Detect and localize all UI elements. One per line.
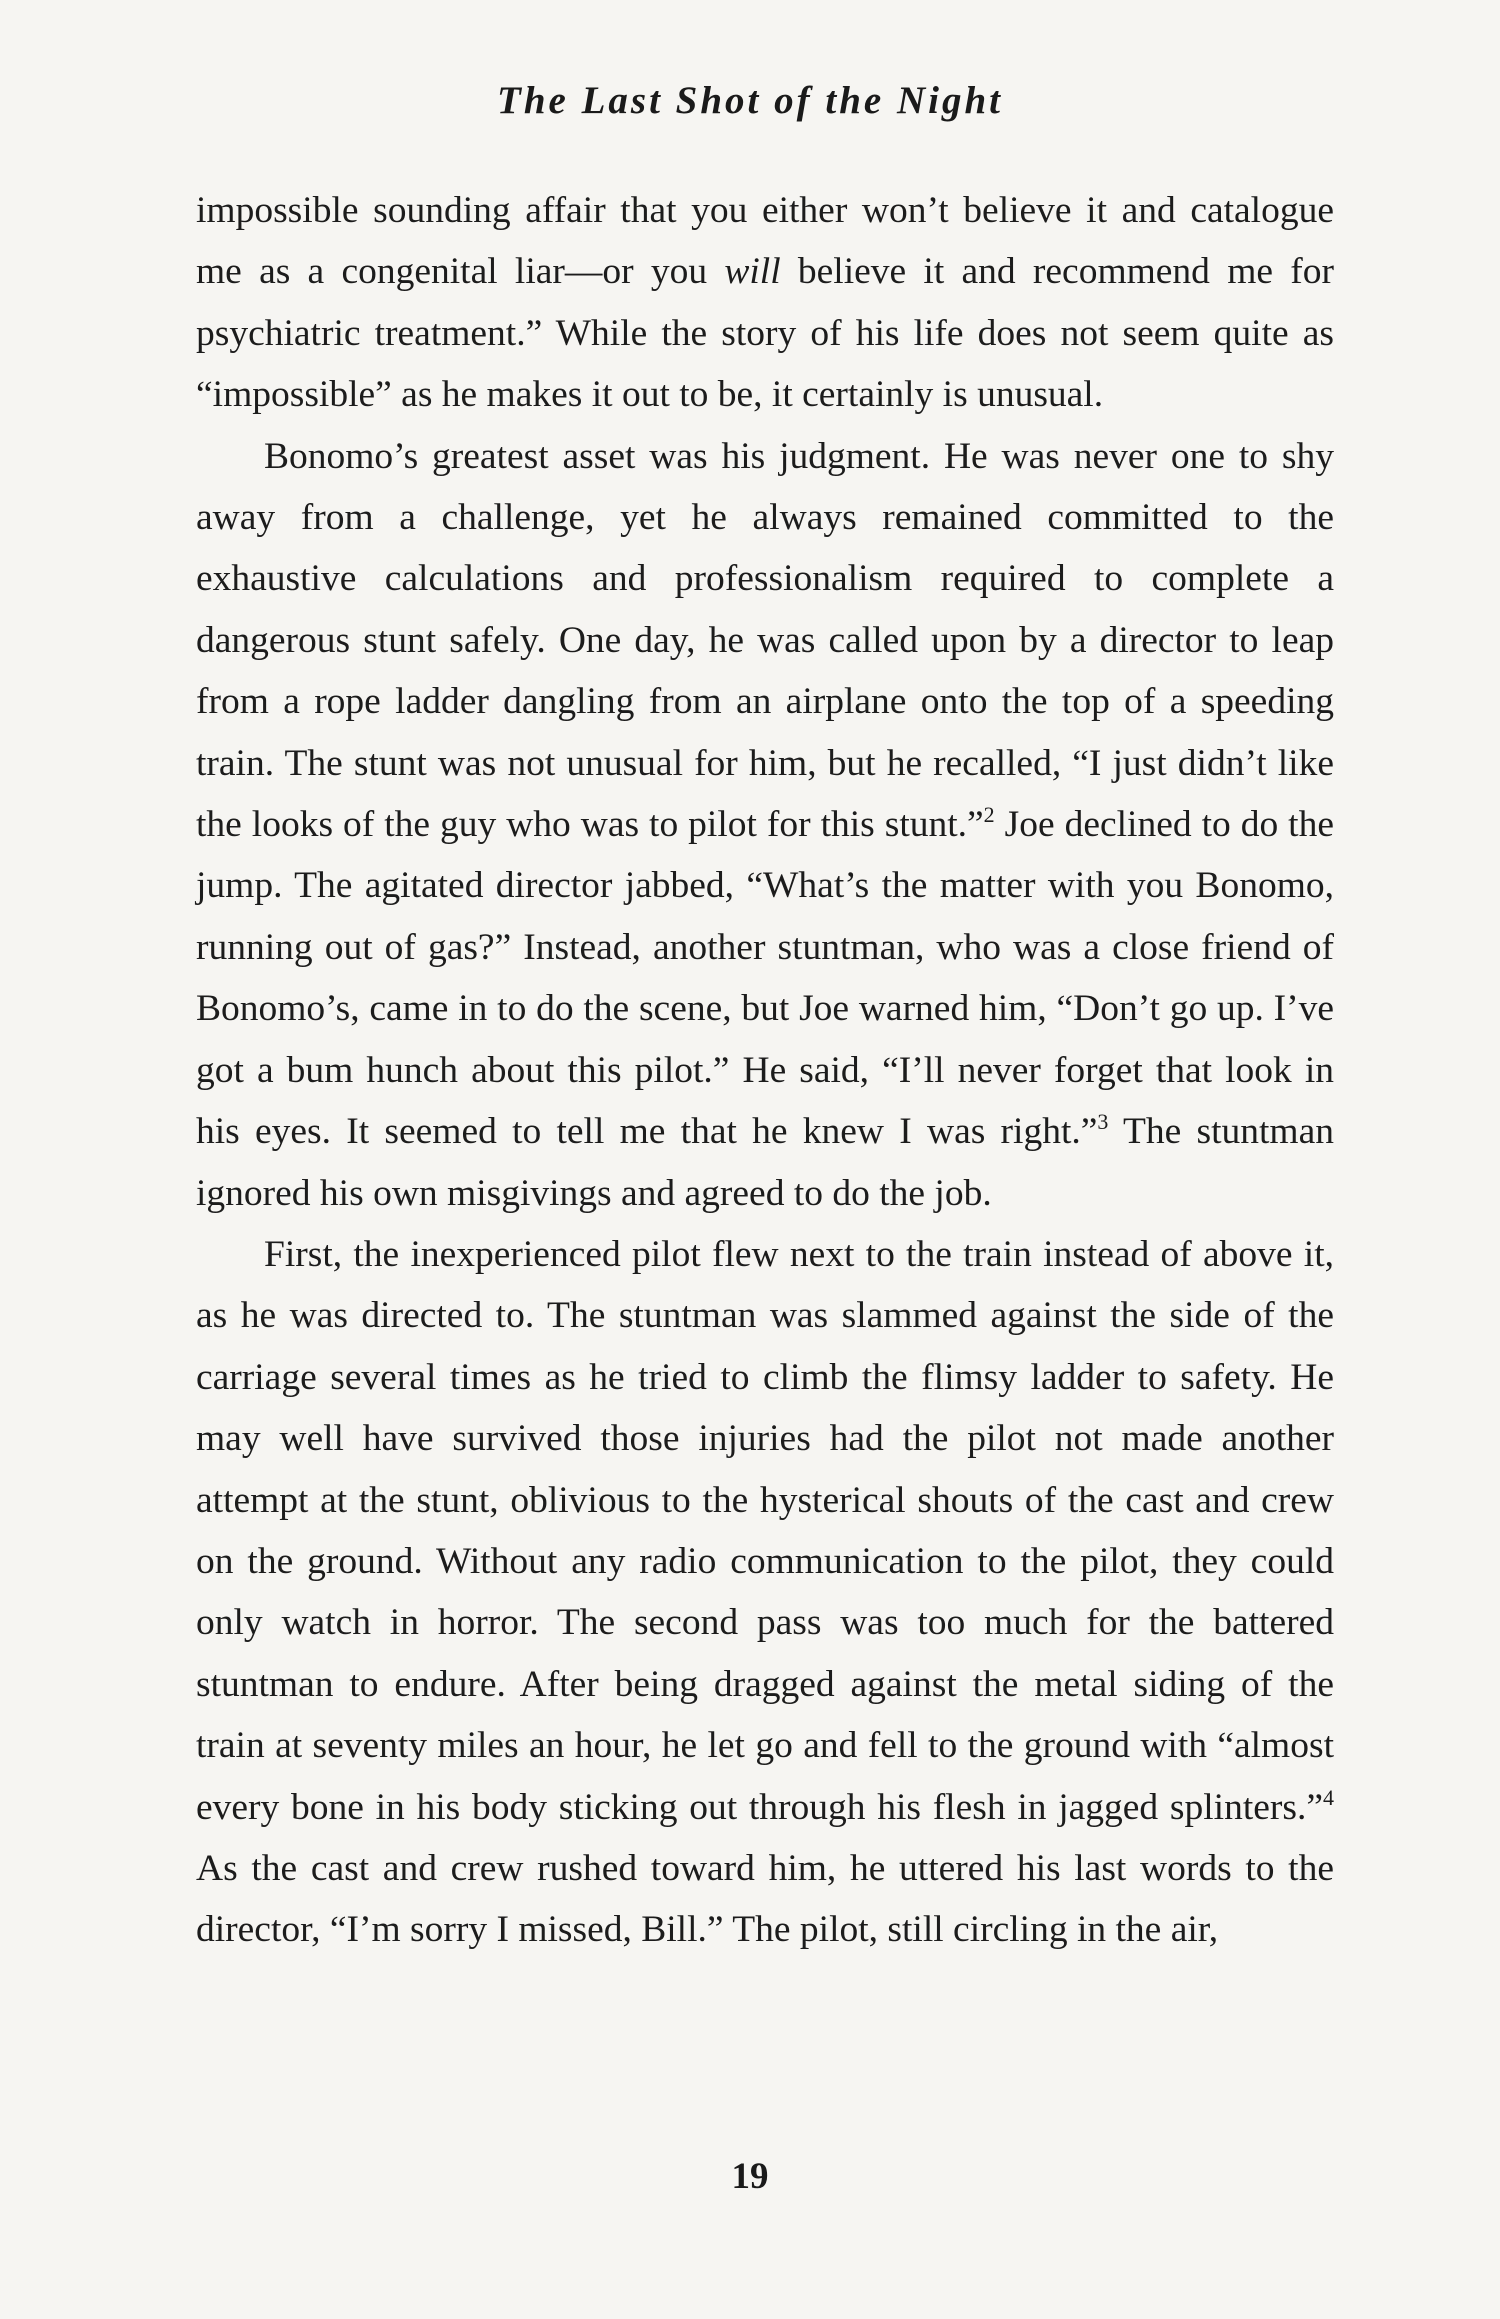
footnote-ref-3: 3 [1097, 1109, 1109, 1135]
paragraph-2-text-c: The stuntman ignored his own misgivings and agreed to do the job. [196, 1111, 1334, 1214]
running-head: The Last Shot of the Night [497, 79, 1003, 122]
footnote-ref-4: 4 [1323, 1784, 1334, 1810]
body-text [196, 180, 1334, 1961]
paragraph-3-text-b: As the cast and crew rushed toward him, he uttered his last words to the director, “I’m sorry I missed, Bill.” The pilot, still circling in the air, [196, 1847, 1334, 1951]
paragraph-3 [196, 1224, 1334, 1961]
emphasis-will: will [724, 251, 781, 293]
paragraph-1-text-b: believe it and recommend me for psychiatric treatment.” While the story of his life does not seem quite as “impossible” as he makes it out to be, it certainly is unusual. [196, 251, 1334, 416]
paragraph-2 [196, 426, 1334, 1224]
footnote-ref-2: 2 [983, 802, 995, 828]
paragraph-2-text-b: Joe declined to do the jump. The agitated director jabbed, “What’s the matter with you Bonomo, running out of gas?” Instead, another stuntman, who was a close friend of Bonomo’s, came in to do the scene, but Joe warned him, “Don’t go up. I’ve got a bum hunch about this pilot.” He said, “I’ll never forget that look in his eyes. It seemed to tell me that he knew I was right.” [196, 804, 1334, 1153]
paragraph-1-text-a: impossible sounding affair that you either won’t believe it and catalogue me as a congenital liar—or you [196, 190, 1334, 293]
paragraph-1 [196, 180, 1334, 426]
paragraph-2-text-a: Bonomo’s greatest asset was his judgment. He was never one to shy away from a challenge, yet he always remained committed to the exhaustive calculations and professionalism required to complete a dangerous stunt safely. One day, he was called upon by a director to leap from a rope ladder dangling from an airplane onto the top of a speeding train. The stunt was not unusual for him, but he recalled, “I just didn’t like the looks of the guy who was to pilot for this stunt.” [196, 435, 1334, 846]
page-number: 19 [731, 2156, 769, 2197]
paragraph-3-text-a: First, the inexperienced pilot flew next to the train instead of above it, as he was directed to. The stuntman was slammed against the side of the carriage several times as he tried to climb the flimsy ladder to safety. He may well have survived those injuries had the pilot not made another attempt at the stunt, oblivious to the hysterical shouts of the cast and crew on the ground. Without any radio communication to the pilot, they could only watch in horror. The second pass was too much for the battered stuntman to endure. After being dragged against the metal siding of the train at seventy miles an hour, he let go and fell to the ground with “almost every bone in his body sticking out through his flesh in jagged splinters.” [196, 1233, 1334, 1828]
